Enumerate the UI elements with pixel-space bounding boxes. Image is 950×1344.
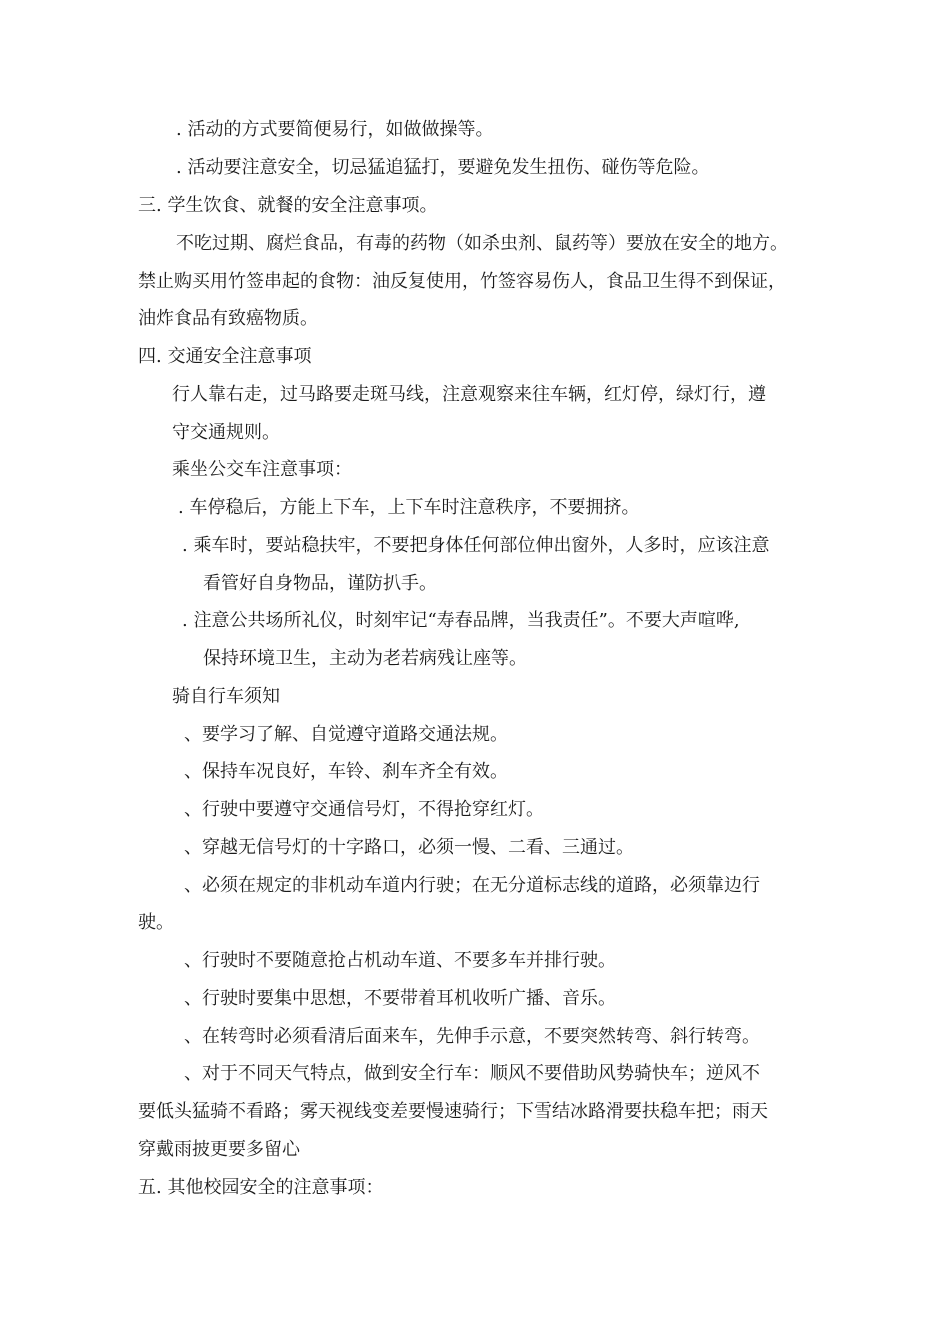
text-line: 要低头猛骑不看路；雾天视线变差要慢速骑行；下雪结冰路滑要扶稳车把；雨天 <box>138 1101 768 1122</box>
text-line: 油炸食品有致癌物质。 <box>138 308 318 329</box>
text-line: 驶。 <box>138 912 174 933</box>
subheading: 骑自行车须知 <box>172 686 280 707</box>
text-line: 不吃过期、腐烂食品，有毒的药物（如杀虫剂、鼠药等）要放在安全的地方。 <box>176 233 788 254</box>
text-line: 穿戴雨披更要多留心 <box>138 1139 300 1160</box>
text-line: 守交通规则。 <box>172 422 280 443</box>
text-line: 看管好自身物品，谨防扒手。 <box>203 573 437 594</box>
list-item: 、行驶中要遵守交通信号灯，不得抢穿红灯。 <box>184 799 544 820</box>
text-line: . 注意公共场所礼仪，时刻牢记“寿春品牌，当我责任”。不要大声喧哗, <box>182 610 740 631</box>
list-item: 、要学习了解、自觉遵守道路交通法规。 <box>184 724 508 745</box>
list-item: 、在转弯时必须看清后面来车，先伸手示意，不要突然转弯、斜行转弯。 <box>184 1026 760 1047</box>
list-item: 、行驶时不要随意抢占机动车道、不要多车并排行驶。 <box>184 950 616 971</box>
list-item: 、保持车况良好，车铃、刹车齐全有效。 <box>184 761 508 782</box>
text-line: 禁止购买用竹签串起的食物：油反复使用，竹签容易伤人，食品卫生得不到保证， <box>138 271 786 292</box>
list-item: 、穿越无信号灯的十字路口，必须一慢、二看、三通过。 <box>184 837 634 858</box>
section-heading: 五. 其他校园安全的注意事项： <box>138 1177 384 1198</box>
text-line: 行人靠右走，过马路要走斑马线，注意观察来往车辆，红灯停，绿灯行，遵 <box>172 384 766 405</box>
list-item: 、对于不同天气特点，做到安全行车：顺风不要借助风势骑快车；逆风不 <box>184 1063 760 1084</box>
list-item: 、行驶时要集中思想，不要带着耳机收听广播、音乐。 <box>184 988 616 1009</box>
list-item: 、必须在规定的非机动车道内行驶；在无分道标志线的道路，必须靠边行 <box>184 875 760 896</box>
text-line: . 车停稳后，方能上下车，上下车时注意秩序，不要拥挤。 <box>178 497 640 518</box>
text-line: . 乘车时，要站稳扶牢，不要把身体任何部位伸出窗外，人多时，应该注意 <box>182 535 770 556</box>
section-heading: 四. 交通安全注意事项 <box>138 346 312 367</box>
text-line: 保持环境卫生，主动为老若病残让座等。 <box>203 648 527 669</box>
subheading: 乘坐公交车注意事项： <box>172 459 352 480</box>
text-line: . 活动的方式要简便易行，如做做操等。 <box>176 119 494 140</box>
section-heading: 三. 学生饮食、就餐的安全注意事项。 <box>138 195 438 216</box>
text-line: . 活动要注意安全，切忌猛追猛打，要避免发生扭伤、碰伤等危险。 <box>176 157 710 178</box>
